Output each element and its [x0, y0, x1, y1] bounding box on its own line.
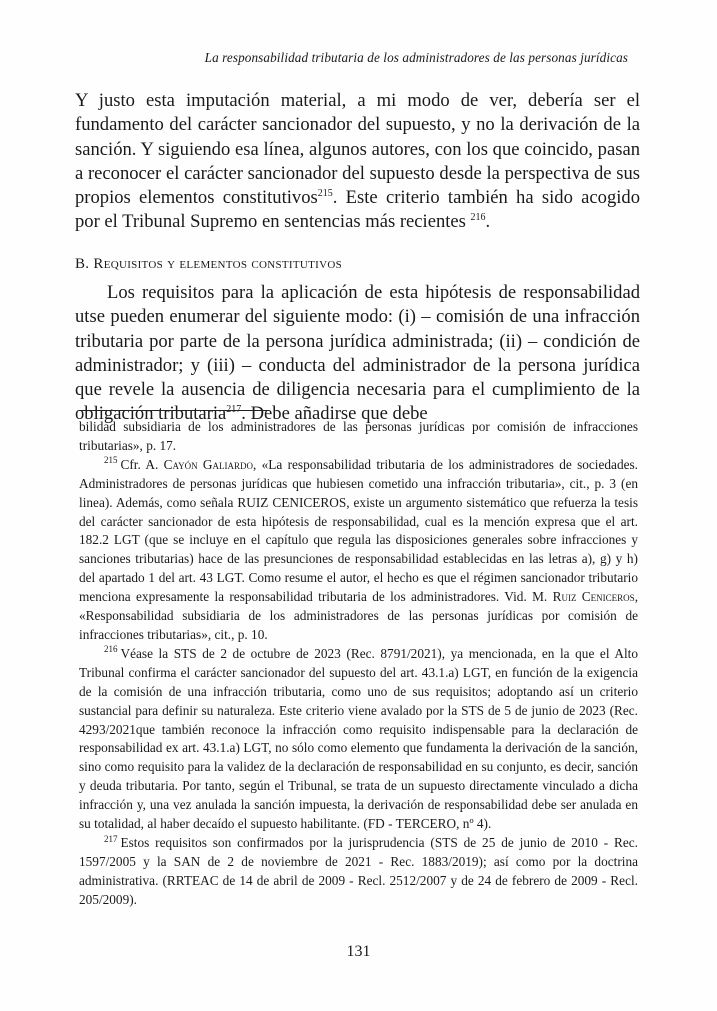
footnote-text: Cfr. A. [120, 456, 164, 472]
footnote-text: , «La responsabilidad tributaria de los administradores de sociedades. Administradores de personas jurídicas que hubiesen cometido una infracción tributaria», cit., p. 3 (en linea). Además, como señala RUIZ CENICEROS, existe un argumento sistemático que refuerza la tesis del carácter sancionador de esta hipótesis de responsabilidad, cual es la mención expresa que el art. 182.2 LGT (que se incluye en el capítulo que regula las disposiciones generales sobre infracciones y sanciones tributarias) hace de las presunciones de responsabilidad establecidas en las letras a), g) y h) del apartado 1 del art. 43 LGT. Como resume el autor, el hecho es que el régimen sancionador tributario menciona expresamente la responsabilidad tributaria de los administradores. Vid. M. [79, 456, 638, 605]
footnote-number: 216 [104, 644, 118, 655]
footnotes [79, 418, 638, 910]
paragraph-text: . Este criterio también ha sido acogido por el Tribunal Supremo en sentencias más recientes [75, 187, 640, 233]
body-paragraph-2 [75, 281, 640, 427]
footnote-ref-216[interactable]: 216 [470, 212, 486, 224]
footnote-ref-215[interactable]: 215 [317, 188, 333, 199]
paragraph-text: . [485, 211, 491, 233]
paragraph-text: Los requisitos para la aplicación de esta hipótesis de responsabilidad utse pueden enumerar del siguiente modo: (i) – comisión de una infracción tributaria por parte de la persona jurídica administrada; (ii) – condición de administrador; y (iii) – conducta del administrador de la persona jurídica que revele la ausencia de diligencia necesaria para el cumplimiento de la obligación tributaria [75, 282, 640, 425]
footnote-217 [79, 834, 638, 910]
footnote-divider [79, 410, 269, 411]
author-name: Ruiz Ceniceros [552, 589, 635, 605]
footnote-text: Véase la STS de 2 de octubre de 2023 (Rec. 8791/2021), ya mencionada, en la que el Alto Tribunal confirma el carácter sancionador del supuesto del art. 43.1.a) LGT, en función de la exigencia de la comisión de una infracción tributaria, como uno de sus requisitos; adoptando así un criterio sustancial para definir su naturaleza. Este criterio viene avalado por la STS de 5 de junio de 2023 (Rec. 4293/2021que también reconoce la infracción como requisito indispensable para la declaración de responsabilidad ex art. 43.1.a) LGT, no sólo como elemento que fundamenta la derivación de la sanción, sino como requisito para la validez de la declaración de responsabilidad en su conjunto, es decir, sanción y deuda tributaria. Por tanto, según el Tribunal, se trata de un supuesto directamente vinculado a dicha infracción y, una vez anulada la sanción impuesta, la derivación de responsabilidad debe ser anulada en su totalidad, al haber decaído el supuesto habilitante. (FD - TERCERO, nº 4). [79, 645, 638, 832]
section-heading: B. Requisitos y elementos constitutivos [75, 256, 342, 272]
footnote-216 [79, 645, 638, 834]
footnote-text: Estos requisitos son confirmados por la jurisprudencia (STS de 25 de junio de 2010 - Rec. 1597/2005 y la SAN de 2 de noviembre de 2021 - Rec. 1883/2019); así como por la doctrina administrativa. (RRTEAC de 14 de abril de 2009 - Recl. 2512/2007 y de 24 de febrero de 2009 - Recl. 205/2009). [79, 834, 638, 907]
paragraph-text: . Debe añadirse que debe [241, 403, 428, 425]
footnote-215 [79, 456, 638, 645]
footnote-number: 217 [104, 833, 118, 844]
author-name: Cayón Galiardo [163, 456, 254, 472]
footnote-ref-217[interactable]: 217 [226, 404, 242, 416]
footnote-text: , «Responsabilidad subsidiaria de los administradores de las personas jurídicas por comisión de infracciones tributarias», cit., p. 10. [79, 589, 639, 642]
footnote-number: 215 [104, 455, 118, 466]
body-paragraph-1 [75, 89, 640, 235]
footnote-continuation: bilidad subsidiaria de los administradores de las personas jurídicas por comisión de infracciones tributarias», p. 17. [79, 419, 638, 453]
paragraph-text: Y justo esta imputación material, a mi modo de ver, debería ser el fundamento del carácter sancionador del supuesto, y no la derivación de la sanción. Y siguiendo esa línea, algunos autores, con los que coincido, pasan a reconocer el carácter sancionador del supuesto desde la perspectiva de sus propios elementos constitutivos [75, 90, 640, 209]
running-head: La responsabilidad tributaria de los administradores de las personas jurídicas [204, 50, 628, 65]
page-number: 131 [346, 943, 371, 960]
